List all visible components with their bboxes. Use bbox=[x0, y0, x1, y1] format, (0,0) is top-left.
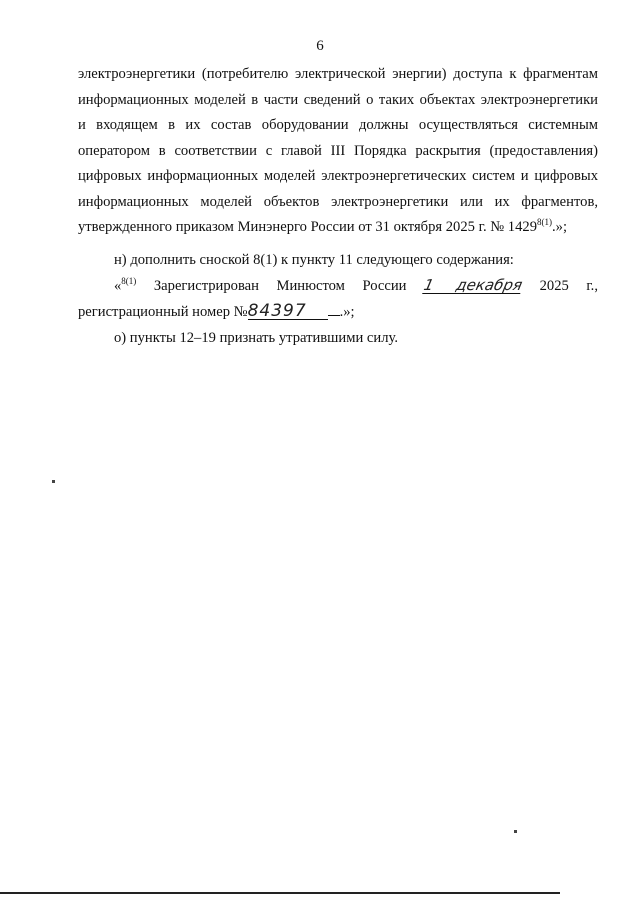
text-segment: .»; bbox=[339, 303, 355, 320]
text-line: информационных моделей объектов электроэнергетики или их фрагментов, bbox=[78, 193, 598, 210]
scan-speck bbox=[514, 830, 517, 833]
handwritten-registration-number: 84397 bbox=[248, 303, 328, 320]
text-segment: Зарегистрирован Минюстом России bbox=[153, 278, 407, 294]
text-line: о) пункты 12–19 признать утратившими силу. bbox=[114, 330, 398, 346]
footnote-reference: 8(1) bbox=[537, 217, 552, 227]
paragraph-repeal bbox=[114, 326, 598, 352]
paragraph-continuation bbox=[78, 62, 598, 241]
scan-edge-line bbox=[0, 892, 560, 894]
paragraph-add-footnote bbox=[114, 248, 598, 274]
text-line bbox=[78, 215, 598, 241]
text-line: оператором в соответствии с главой III Порядка раскрытия (предоставления) bbox=[78, 142, 598, 159]
handwritten-date: 1 декабря bbox=[422, 276, 525, 294]
underline-blank bbox=[328, 315, 340, 316]
text-segment: регистрационный номер № bbox=[78, 303, 248, 320]
text-line bbox=[78, 300, 598, 326]
page-number: 6 bbox=[316, 38, 324, 54]
footnote-block bbox=[78, 274, 598, 325]
text-line: информационных моделей в части сведений о таких объектах электроэнергетики bbox=[78, 91, 598, 108]
text-line: электроэнергетики (потребителю электрической энергии) доступа к фрагментам bbox=[78, 66, 598, 82]
text-segment: .»; bbox=[552, 219, 567, 235]
text-line bbox=[78, 274, 598, 300]
text-line: и входящем в их состав оборудовании должны осуществляться системным bbox=[78, 117, 598, 133]
footnote-marker: 8(1) bbox=[121, 276, 137, 286]
scan-speck bbox=[52, 480, 55, 483]
text-segment: 2025 г., bbox=[539, 278, 598, 294]
text-line: н) дополнить сноской 8(1) к пункту 11 следующего содержания: bbox=[114, 252, 514, 268]
text-segment: утвержденного приказом Минэнерго России от 31 октября 2025 г. № 1429 bbox=[78, 219, 537, 235]
text-line: цифровых информационных моделей электроэнергетических систем и цифровых bbox=[78, 168, 598, 184]
text-segment: « bbox=[114, 278, 122, 294]
